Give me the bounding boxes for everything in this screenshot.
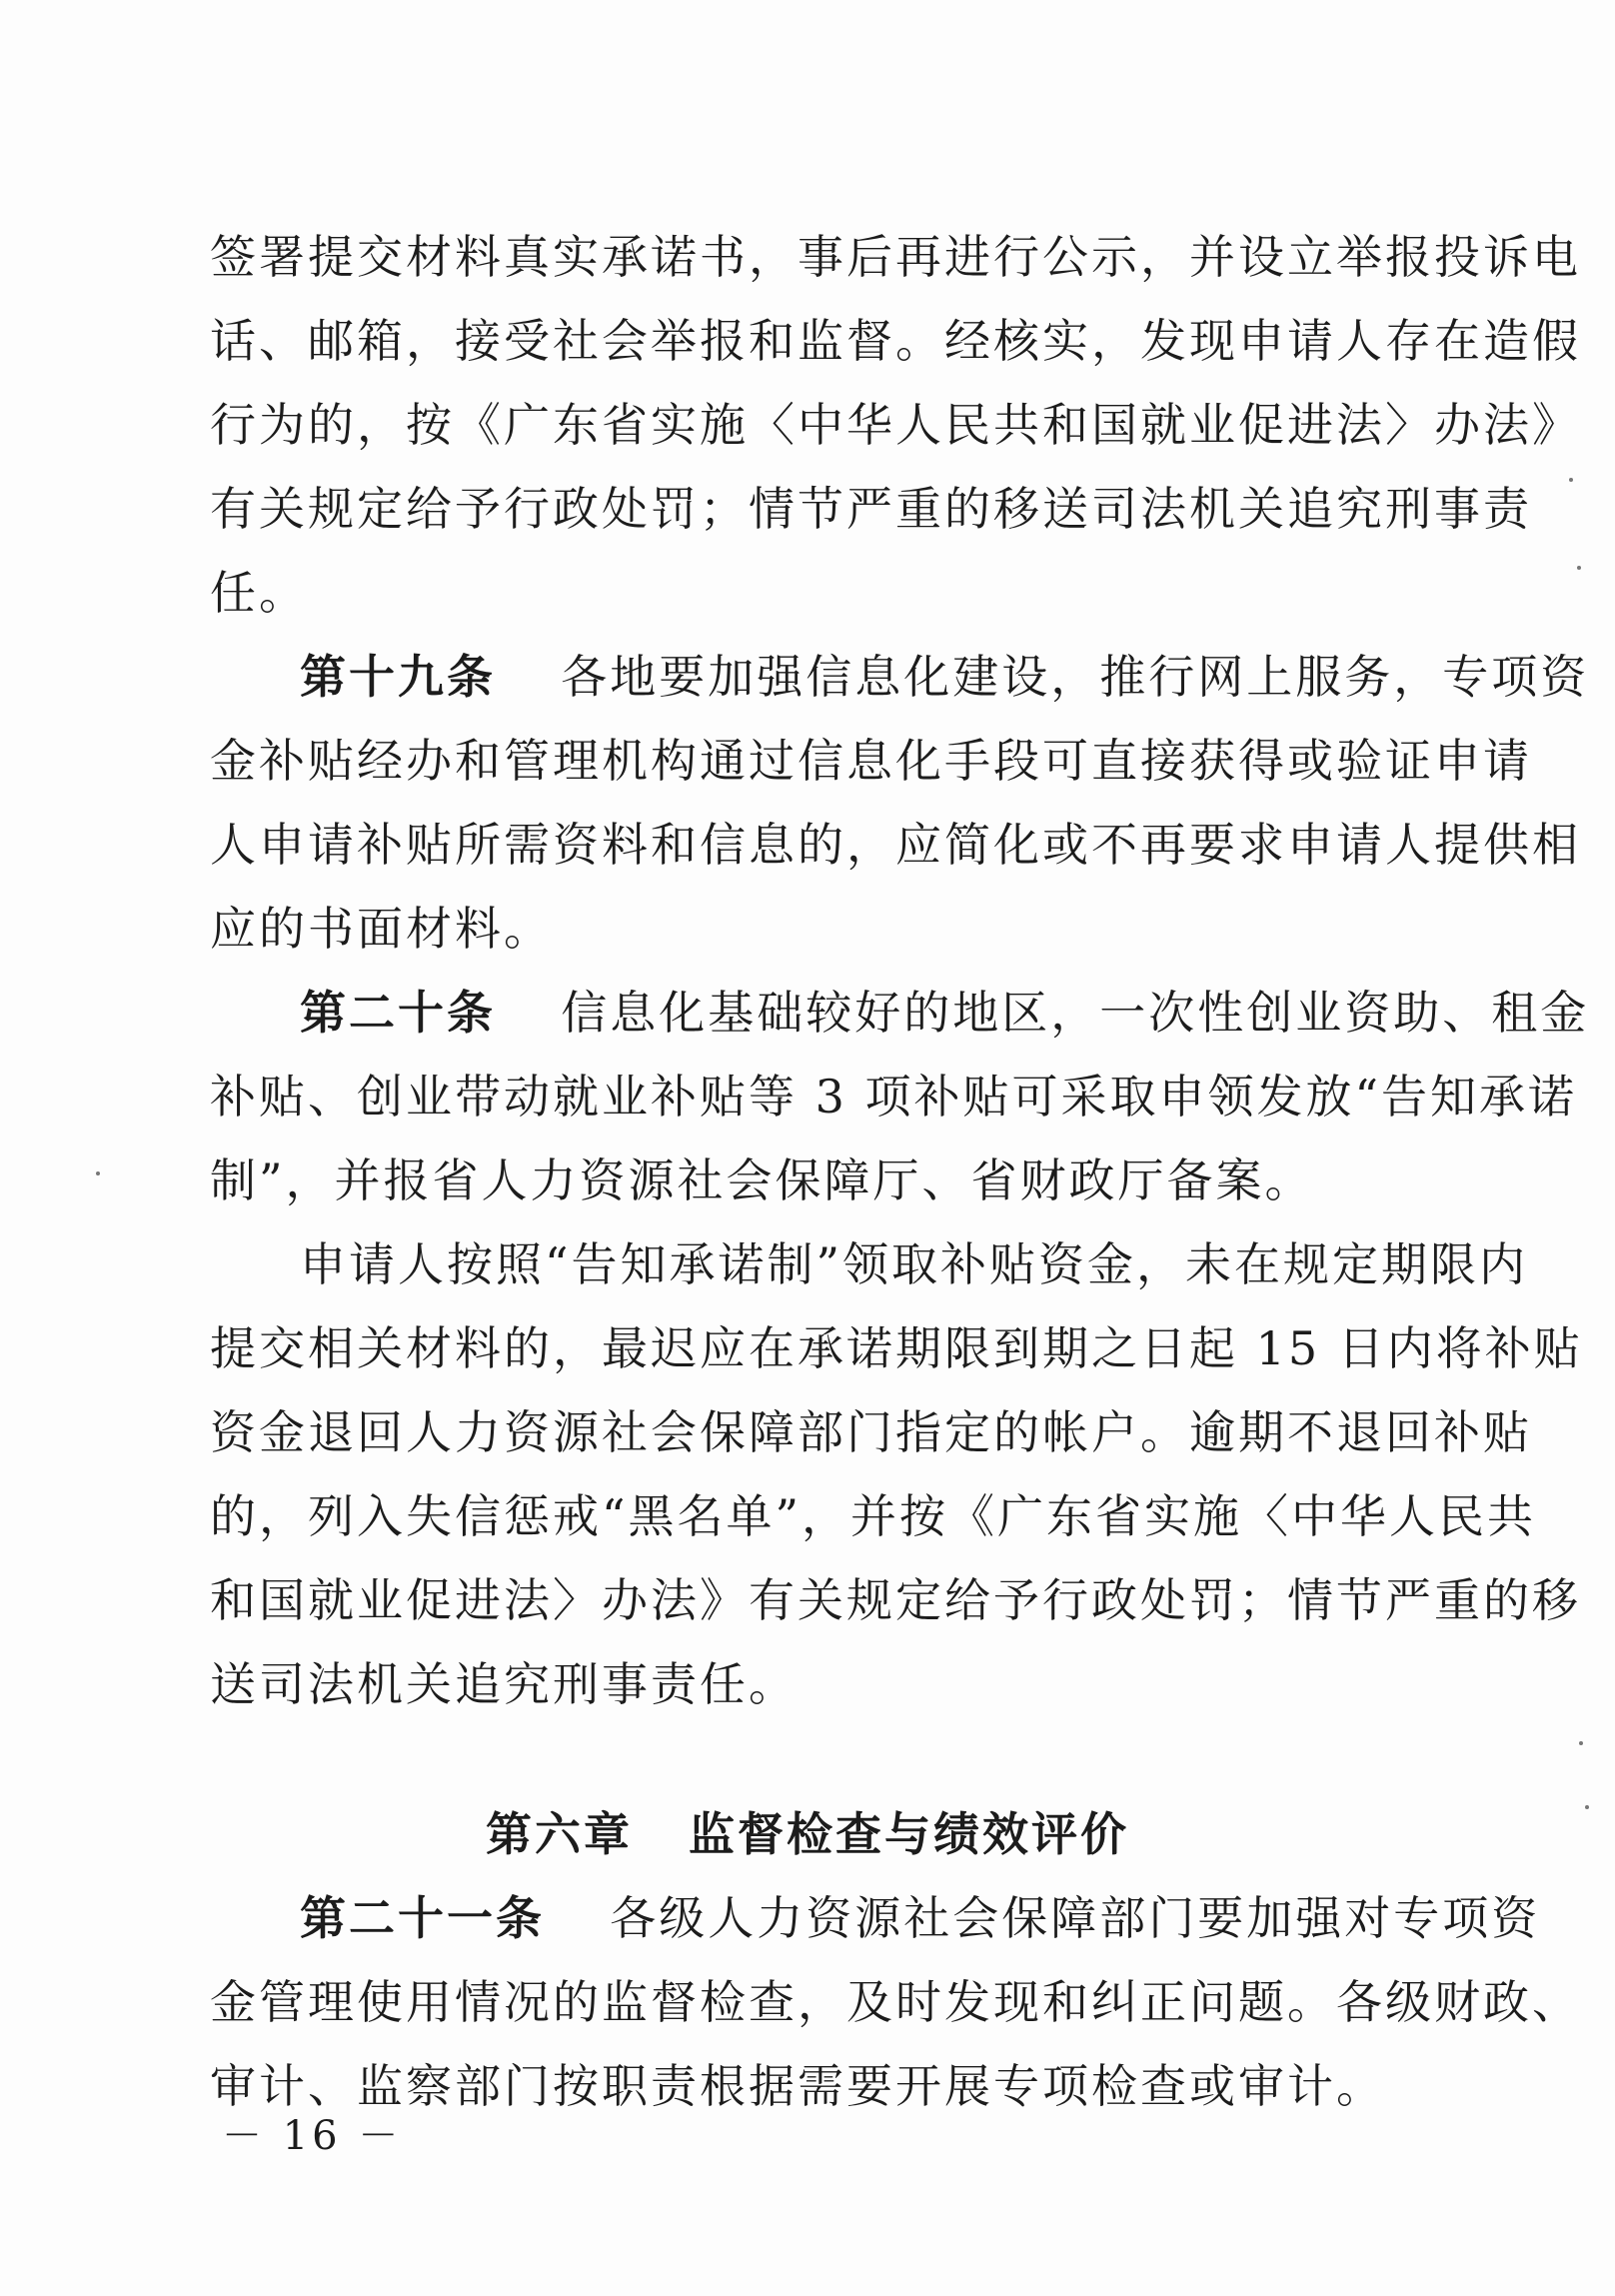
text-line: 应的书面材料。 <box>210 902 553 956</box>
chapter-label: 第六章 <box>486 1807 633 1861</box>
text-line: 制”，并报省人力资源社会保障厅、省财政厅备案。 <box>210 1153 1314 1207</box>
scan-speck <box>96 1171 100 1175</box>
scan-speck <box>1569 478 1573 482</box>
text-line: 任。 <box>210 566 308 620</box>
text-line: 签署提交材料真实承诺书，事后再进行公示，并设立举报投诉电 <box>210 230 1581 284</box>
text-line: 金管理使用情况的监督检查，及时发现和纠正问题。各级财政、 <box>210 1975 1581 2029</box>
scan-speck <box>1585 1805 1589 1809</box>
scan-speck <box>1577 566 1581 570</box>
article-20-text: 信息化基础较好的地区，一次性创业资助、租金 <box>561 986 1590 1040</box>
chapter-heading <box>0 1799 1615 1869</box>
article-21-title: 第二十一条 <box>300 1891 545 1945</box>
article-20-first-line <box>300 978 1590 1048</box>
text-line: 和国就业促进法〉办法》有关规定给予行政处罚；情节严重的移 <box>210 1573 1581 1627</box>
scan-speck <box>1579 1741 1583 1745</box>
text-line: 审计、监察部门按职责根据需要开展专项检查或审计。 <box>210 2059 1385 2113</box>
article-19-title: 第十九条 <box>300 650 496 704</box>
article-21-first-line <box>300 1883 1541 1953</box>
chapter-title: 监督检查与绩效评价 <box>689 1807 1129 1861</box>
text-line: 人申请补贴所需资料和信息的，应简化或不再要求申请人提供相 <box>210 818 1581 872</box>
page-number: － 16 － <box>222 2113 403 2159</box>
text-line: 送司法机关追究刑事责任。 <box>210 1657 798 1711</box>
article-20-title: 第二十条 <box>300 986 496 1040</box>
text-line: 提交相关材料的，最迟应在承诺期限到期之日起 15 日内将补贴 <box>210 1321 1583 1375</box>
text-line: 金补贴经办和管理机构通过信息化手段可直接获得或验证申请 <box>210 734 1532 788</box>
text-line: 有关规定给予行政处罚；情节严重的移送司法机关追究刑事责 <box>210 482 1532 536</box>
article-21-text: 各级人力资源社会保障部门要加强对专项资 <box>610 1891 1541 1945</box>
text-line: 的，列入失信惩戒“黑名单”，并按《广东省实施〈中华人民共 <box>210 1489 1537 1543</box>
text-line: 话、邮箱，接受社会举报和监督。经核实，发现申请人存在造假 <box>210 314 1581 368</box>
article-19-first-line <box>300 642 1590 712</box>
text-line: 资金退回人力资源社会保障部门指定的帐户。逾期不退回补贴 <box>210 1405 1532 1459</box>
article-19-text: 各地要加强信息化建设，推行网上服务，专项资 <box>561 650 1590 704</box>
text-line: 补贴、创业带动就业补贴等 3 项补贴可采取申领发放“告知承诺 <box>210 1070 1578 1124</box>
text-line: 申请人按照“告知承诺制”领取补贴资金，未在规定期限内 <box>300 1237 1529 1291</box>
text-line: 行为的，按《广东省实施〈中华人民共和国就业促进法〉办法》 <box>210 398 1581 452</box>
